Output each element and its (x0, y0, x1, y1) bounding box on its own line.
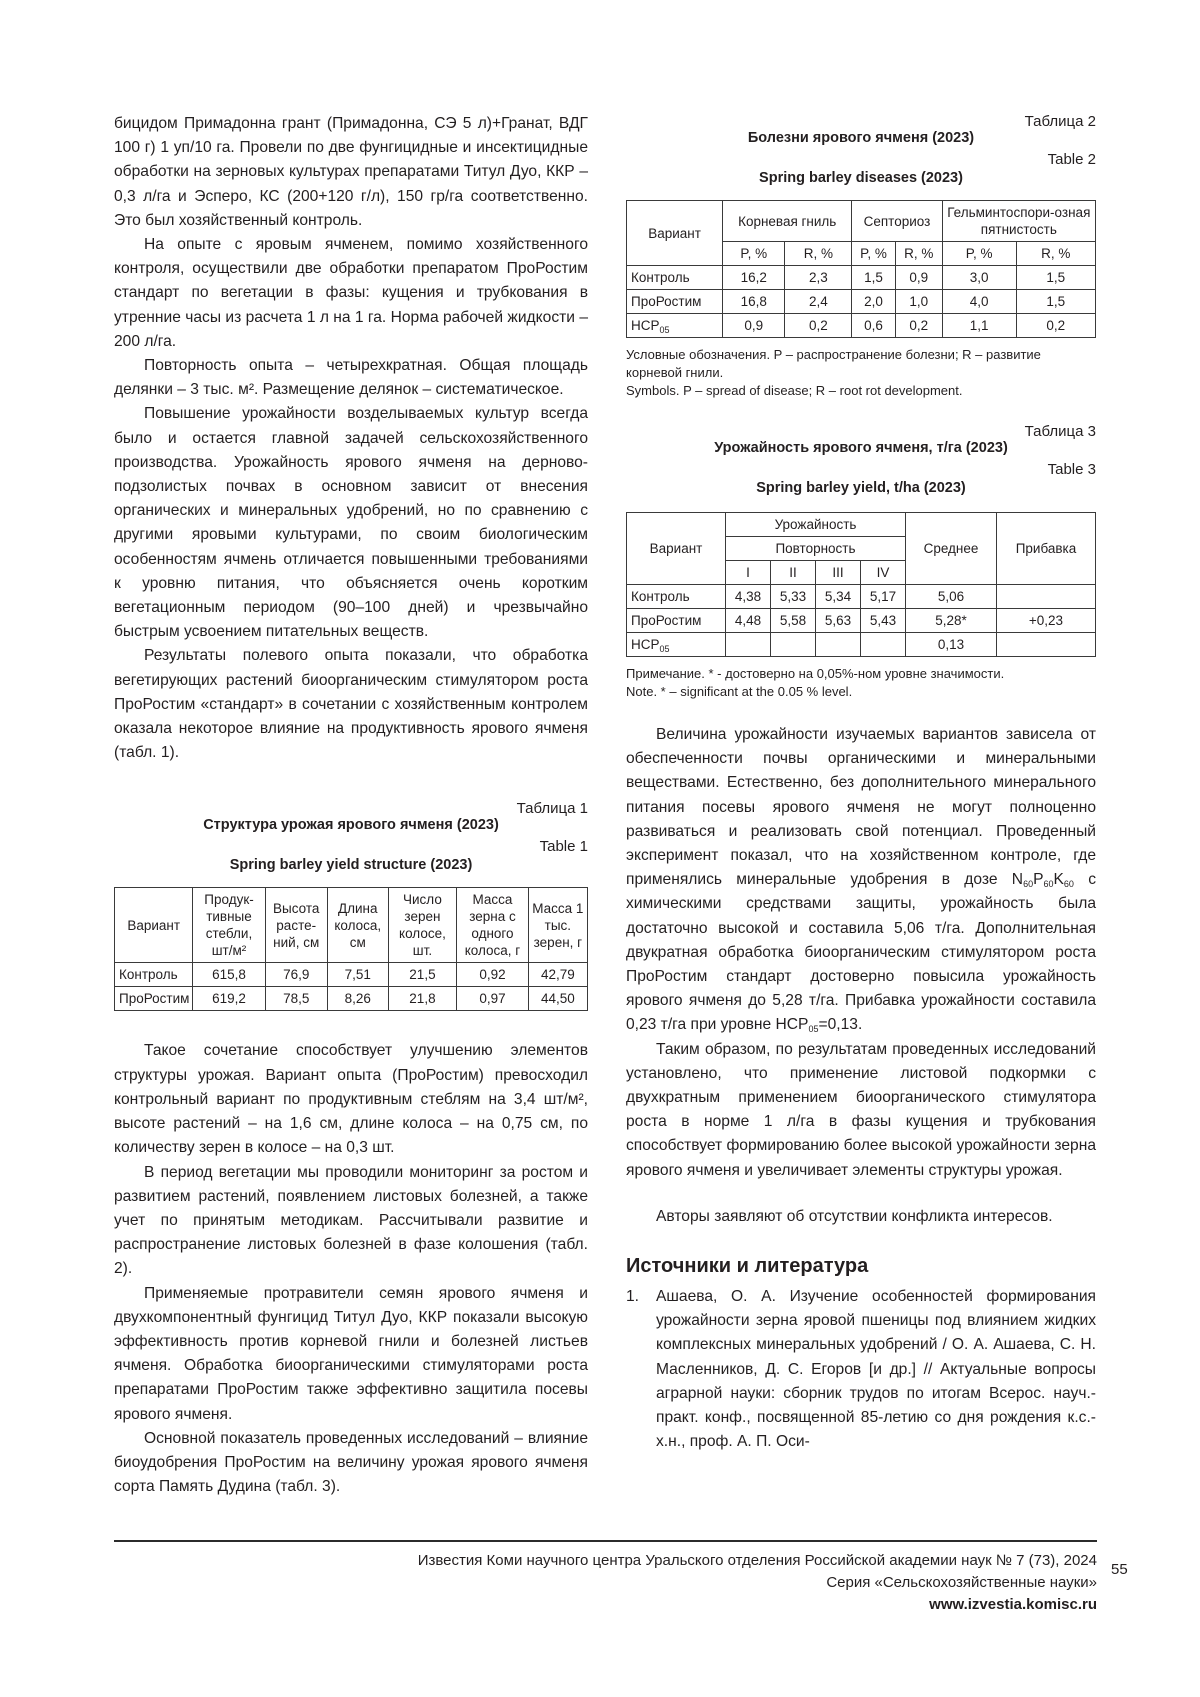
cell (816, 633, 861, 657)
table2-title-en: Spring barley diseases (2023) (759, 170, 963, 186)
cell: 0,92 (457, 963, 529, 987)
cell: 5,58 (771, 609, 816, 633)
cell: 4,48 (726, 609, 771, 633)
header-cell: Повторность (726, 537, 906, 561)
paragraph-text: Величина урожайности изучаемых вариантов зависела от обеспеченности почвы органическими и минеральными веществами. Естественно, без дополнительного минерального питания посевы ярового ячменя не могут полноценно развиваться и реализовать свой потенциал. Проведенный эксперимент показал, что на хозяйственном контроле, где применялись минеральные удобрения в дозе (626, 726, 1096, 889)
header-cell: Масса зерна с одного колоса, г (457, 888, 529, 963)
cell: 76,9 (265, 963, 327, 987)
subheader-cell: I (726, 561, 771, 585)
paragraph-text: =0,13. (818, 1016, 863, 1034)
table2-label-en: Table 2 (1047, 151, 1096, 168)
cell: 615,8 (193, 963, 265, 987)
cell-gain (997, 585, 1096, 609)
conflict-statement: Авторы заявляют об отсутствии конфликта интересов. (656, 1207, 1053, 1225)
table1-block (114, 799, 588, 1011)
table3-label-ru: Таблица 3 (1024, 423, 1096, 440)
cell: 7,51 (327, 963, 388, 987)
table-header-row (627, 201, 1096, 242)
cell: 1,5 (852, 266, 896, 290)
table3-title-ru: Урожайность ярового ячменя, т/га (2023) (714, 440, 1008, 456)
table3-block (626, 422, 1096, 701)
paragraph (626, 723, 1096, 1038)
cell: 16,2 (723, 266, 785, 290)
table-row (627, 585, 1096, 609)
cell: 0,2 (1016, 314, 1095, 338)
header-cell: Продук-тивные стебли, шт/м² (193, 888, 265, 963)
row-label-text: НСР (631, 318, 660, 333)
subheader-cell: R, % (1016, 242, 1095, 266)
header-cell: Высота расте-ний, см (265, 888, 327, 963)
cell: 16,8 (723, 290, 785, 314)
table2-label-ru: Таблица 2 (1024, 113, 1096, 130)
header-cell: Септориоз (852, 201, 942, 242)
dose: 60 (1063, 879, 1074, 890)
cell-mean: 5,28* (906, 609, 997, 633)
cell: 0,9 (723, 314, 785, 338)
table-row (627, 609, 1096, 633)
subheader-cell: R, % (895, 242, 942, 266)
page-number: 55 (1111, 1561, 1128, 1578)
row-label-subscript: 05 (659, 644, 670, 654)
footer-divider (114, 1540, 1097, 1542)
row-label: Контроль (627, 266, 723, 290)
cell: 2,3 (785, 266, 852, 290)
phosphorus: P (1033, 871, 1044, 889)
subheader-cell: P, % (852, 242, 896, 266)
cell: 21,8 (388, 987, 457, 1011)
left-text-after-table (114, 1039, 588, 1499)
subheader-cell: P, % (723, 242, 785, 266)
subheader-cell: P, % (942, 242, 1016, 266)
table3 (626, 512, 1096, 657)
cell: 2,0 (852, 290, 896, 314)
header-cell: Гельминтоспори-озная пятнистость (942, 201, 1095, 242)
cell: 5,63 (816, 609, 861, 633)
reference-item (626, 1285, 1096, 1454)
cell: 5,17 (861, 585, 906, 609)
journal-website[interactable]: www.izvestia.komisc.ru (929, 1596, 1097, 1613)
subheader-cell: IV (861, 561, 906, 585)
left-column (114, 112, 588, 1499)
row-label: Контроль (115, 963, 193, 987)
table1-label-ru: Таблица 1 (516, 800, 588, 818)
header-cell: Урожайность (726, 513, 906, 537)
paragraph: Результаты полевого опыта показали, что обработка вегетирующих растений биоорганическим стимулятором роста ПроРостим «стандарт» в сочетании с хозяйственным контролем оказала некоторое влияние на продуктивность ярового ячменя (табл. 1). (114, 647, 588, 762)
cell: 0,9 (895, 266, 942, 290)
cell: 8,26 (327, 987, 388, 1011)
cell: 5,33 (771, 585, 816, 609)
cell (726, 633, 771, 657)
row-label (627, 633, 726, 657)
cell: 5,34 (816, 585, 861, 609)
table-row (627, 266, 1096, 290)
reference-text: Ашаева, О. А. Изучение особенностей формирования урожайности зерна яровой пшеницы под влиянием жидких комплексных минеральных удобрений / О. А. Ашаева, С. Н. Масленников, Д. С. Егоров [и др.] // Актуальные вопросы аграрной науки: сборник трудов по итогам Всерос. науч.-практ. конф., посвященной 85-летию со дня рождения к.с.-х.н., проф. А. П. Оси- (656, 1288, 1096, 1451)
subheader-cell: R, % (785, 242, 852, 266)
fertilizer-dose (1012, 871, 1074, 888)
cell: 4,0 (942, 290, 1016, 314)
row-label: ПроРостим (627, 609, 726, 633)
cell: 619,2 (193, 987, 265, 1011)
table-header-row (627, 513, 1096, 537)
journal-name: Известия Коми научного центра Уральского отделения Российской академии наук № 7 (73), 2024 (417, 1552, 1097, 1569)
table-row (627, 290, 1096, 314)
table1-label-en: Table 1 (539, 838, 588, 856)
header-cell: Число зерен колосе, шт. (388, 888, 457, 963)
dose: 60 (1043, 879, 1054, 890)
cell: 1,1 (942, 314, 1016, 338)
table2-note-ru: Условные обозначения. P – распространение болезни; R – развитие корневой гнили. (626, 347, 1041, 380)
cell: 1,5 (1016, 290, 1095, 314)
cell-mean: 0,13 (906, 633, 997, 657)
paragraph: Такое сочетание способствует улучшению элементов структуры урожая. Вариант опыта (ПроРостим) превосходил контрольный вариант по продуктивным стеблям на 3,4 шт/м², высоте растений – на 1,6 см, длине колоса – на 0,75 см, по количеству зерен в колосе – на 0,3 шт. (114, 1042, 588, 1157)
paragraph: Таким образом, по результатам проведенных исследований установлено, что применение листовой подкормки с двухкратным применением биоорганического стимулятора роста в норме 1 л/га в фазы кущения и трубкования способствует формированию более высокой урожайности зерна ярового ячменя и увеличивает элементы структуры урожая. (626, 1040, 1096, 1179)
cell: 21,5 (388, 963, 457, 987)
cell: 4,38 (726, 585, 771, 609)
header-cell: Длина колоса, см (327, 888, 388, 963)
table1-title-en: Spring barley yield structure (2023) (229, 857, 473, 874)
reference-number: 1. (626, 1288, 640, 1306)
header-cell: Прибавка (997, 513, 1096, 585)
cell: 78,5 (265, 987, 327, 1011)
cell: 0,6 (852, 314, 896, 338)
row-label: ПроРостим (627, 290, 723, 314)
table1 (114, 887, 588, 1011)
cell (771, 633, 816, 657)
right-column (626, 112, 1096, 1454)
cell-mean: 5,06 (906, 585, 997, 609)
right-text (626, 723, 1096, 1454)
potassium: K (1053, 871, 1064, 889)
table-header-row (115, 888, 588, 963)
cell-gain: +0,23 (997, 609, 1096, 633)
paragraph: Повторность опыта – четырехкратная. Общая площадь делянки – 3 тыс. м². Размещение делянок – систематическое. (114, 357, 588, 399)
paragraph: В период вегетации мы проводили мониторинг за ростом и развитием растений, появлением листовых болезней, а также учет по принятым методикам. Рассчитывали развитие и распространение листовых болезней в фазе колошения (табл. 2). (114, 1163, 588, 1278)
table3-note-en: Note. * – significant at the 0.05 % level. (626, 684, 853, 699)
table3-label-en: Table 3 (1047, 461, 1096, 478)
table-row (115, 963, 588, 987)
header-cell: Вариант (115, 888, 193, 963)
table2-note-en: Symbols. P – spread of disease; R – root rot development. (626, 383, 963, 398)
paragraph: Основной показатель проведенных исследований – влияние биоудобрения ПроРостим на величину урожая ярового ячменя сорта Память Дудина (табл. 3). (114, 1429, 588, 1496)
table3-note-ru: Примечание. * - достоверно на 0,05%-ном уровне значимости. (626, 666, 1005, 681)
header-cell: Корневая гниль (723, 201, 852, 242)
cell: 0,2 (895, 314, 942, 338)
paragraph: Применяемые протравители семян ярового ячменя и двухкомпонентный фунгицид Титул Дуо, ККР показали высокую эффективность против корневой гнили и болезней листьев ячменя. Обработка биоорганическими стимуляторами роста препаратами ПроРостим также эффективно защитила посевы ярового ячменя. (114, 1284, 588, 1423)
header-cell: Вариант (627, 201, 723, 266)
cell: 5,43 (861, 609, 906, 633)
header-cell: Среднее (906, 513, 997, 585)
cell: 42,79 (528, 963, 587, 987)
paragraph: На опыте с яровым ячменем, помимо хозяйственного контроля, осуществили две обработки препаратом ПроРостим стандарт по вегетации в фазы: кущения и трубкования в утренние часы из расчета 1 л на 1 га. Норма рабочей жидкости – 200 л/га. (114, 236, 588, 350)
header-cell: Вариант (627, 513, 726, 585)
dose: 60 (1023, 879, 1034, 890)
cell: 2,4 (785, 290, 852, 314)
paragraph: бицидом Примадонна грант (Примадонна, СЭ 5 л)+Гранат, ВДГ 100 г) 1 уп/10 га. Провели по две фунгицидные и инсектицидные обработки на зерновых культурах препаратами Титул Дуо, ККР – 0,3 л/га и Эсперо, КС (200+120 г/л), 150 гр/га соответственно. Это был хозяйственный контроль. (114, 115, 588, 229)
table-row (627, 314, 1096, 338)
row-label: ПроРостим (115, 987, 193, 1011)
table3-title-en: Spring barley yield, t/ha (2023) (756, 480, 966, 496)
references-heading: Источники и литература (626, 1255, 869, 1278)
cell: 0,2 (785, 314, 852, 338)
paragraph-text: с химическими средствами защиты, урожайность была достаточно высокой и составила 5,06 т/га. Дополнительная двукратная обработка биоорганическим стимулятором роста ПроРостим стандарт достоверно повысила урожайность ярового ячменя до 5,28 т/га. Прибавка урожайности составила 0,23 т/га при уровне НСР (626, 871, 1096, 1034)
subheader-cell: II (771, 561, 816, 585)
cell-gain (997, 633, 1096, 657)
table2-title-ru: Болезни ярового ячменя (2023) (747, 130, 975, 146)
subscript: 05 (808, 1024, 819, 1035)
subheader-cell: III (816, 561, 861, 585)
table2 (626, 200, 1096, 338)
cell: 44,50 (528, 987, 587, 1011)
table2-block (626, 112, 1096, 400)
paragraph: Повышение урожайности возделываемых культур всегда было и остается главной задачей сельскохозяйственного производства. Урожайность ярового ячменя на дерново-подзолистых почвах в основном зависит от внесения органических и минеральных удобрений, но по сравнению с другими яровыми культурами, по своим биологическим особенностям ячмень отличается повышенными требованиями к уровню питания, что объясняется очень коротким вегетационным периодом (90–100 дней) и чрезвычайно быстрым усвоением питательных веществ. (114, 405, 588, 641)
header-cell: Масса 1 тыс. зерен, г (528, 888, 587, 963)
cell: 1,5 (1016, 266, 1095, 290)
table-row (627, 633, 1096, 657)
cell: 1,0 (895, 290, 942, 314)
nitrogen: N (1011, 871, 1024, 889)
row-label-subscript: 05 (659, 325, 670, 335)
cell (861, 633, 906, 657)
table1-title-ru: Структура урожая ярового ячменя (2023) (203, 817, 499, 834)
cell: 3,0 (942, 266, 1016, 290)
journal-series: Серия «Сельскохозяйственные науки» (826, 1574, 1097, 1591)
row-label-text: НСР (631, 637, 660, 652)
cell: 0,97 (457, 987, 529, 1011)
row-label (627, 314, 723, 338)
footer (418, 1550, 1097, 1616)
table-row (115, 987, 588, 1011)
row-label: Контроль (627, 585, 726, 609)
